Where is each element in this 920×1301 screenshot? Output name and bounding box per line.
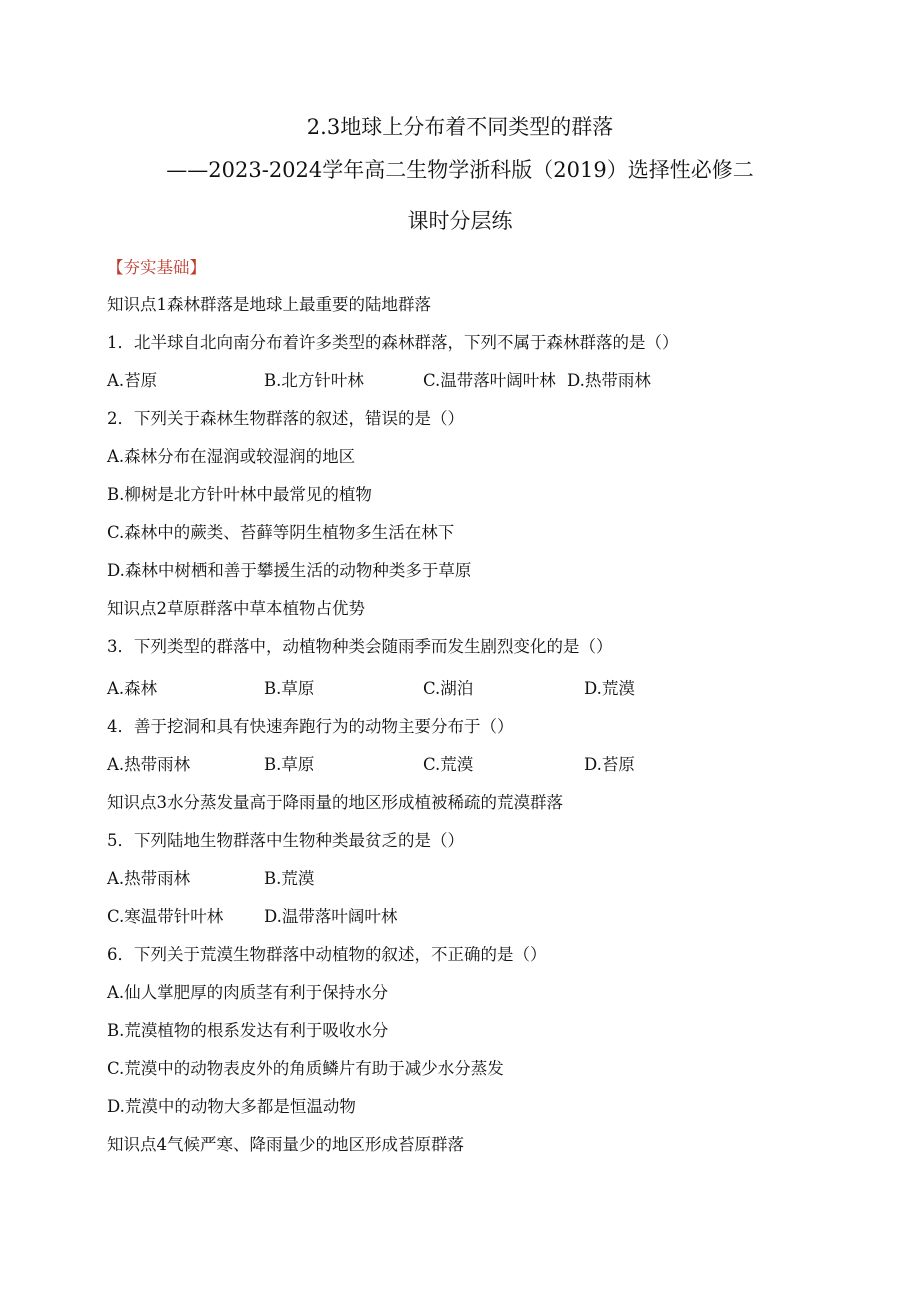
knowledge-point-2: 知识点2草原群落中草本植物占优势 [107, 599, 365, 618]
knowledge-point-4: 知识点4气候严寒、降雨量少的地区形成苔原群落 [107, 1135, 464, 1154]
question-6-stem: 6．下列关于荒漠生物群落中动植物的叙述，不正确的是（） [107, 945, 547, 964]
question-2-option-a: A.森林分布在湿润或较湿润的地区 [107, 447, 356, 466]
question-4-option-b: B.草原 [264, 755, 315, 774]
question-3-option-b: B.草原 [264, 679, 315, 698]
question-3-stem: 3．下列类型的群落中，动植物种类会随雨季而发生剧烈变化的是（） [107, 637, 613, 656]
section-label: 【夯实基础】 [107, 258, 206, 277]
question-6-option-b: B.荒漠植物的根系发达有利于吸收水分 [107, 1021, 389, 1040]
question-6-option-c: C.荒漠中的动物表皮外的角质鳞片有助于减少水分蒸发 [107, 1059, 504, 1078]
question-1-option-c: C.温带落叶阔叶林 [423, 371, 556, 390]
question-1-option-b: B.北方针叶林 [264, 371, 364, 390]
knowledge-point-3: 知识点3水分蒸发量高于降雨量的地区形成植被稀疏的荒漠群落 [107, 793, 563, 812]
question-1-option-a: A.苔原 [107, 371, 158, 390]
title-line-2: ——2023-2024学年高二生物学浙科版（2019）选择性必修二 [166, 158, 754, 182]
question-6-option-d: D.荒漠中的动物大多都是恒温动物 [107, 1097, 356, 1116]
question-5-option-b: B.荒漠 [264, 869, 315, 888]
question-4-option-c: C.荒漠 [423, 755, 474, 774]
question-5-option-c: C.寒温带针叶林 [107, 907, 224, 926]
title-line-3: 课时分层练 [407, 209, 513, 233]
question-1-stem: 1．北半球自北向南分布着许多类型的森林群落，下列不属于森林群落的是（） [107, 333, 679, 352]
question-5-option-d: D.温带落叶阔叶林 [264, 907, 398, 926]
question-3-option-c: C.湖泊 [423, 679, 474, 698]
question-3-option-d: D.荒漠 [584, 679, 635, 698]
question-2-option-c: C.森林中的蕨类、苔藓等阴生植物多生活在林下 [107, 523, 455, 542]
knowledge-point-1: 知识点1森林群落是地球上最重要的陆地群落 [107, 295, 431, 314]
question-5-option-a: A.热带雨林 [107, 869, 191, 888]
question-2-option-d: D.森林中树栖和善于攀援生活的动物种类多于草原 [107, 561, 472, 580]
question-4-stem: 4．善于挖洞和具有快速奔跑行为的动物主要分布于（） [107, 717, 514, 736]
title-line-1: 2.3地球上分布着不同类型的群落 [306, 115, 614, 139]
question-4-option-d: D.苔原 [584, 755, 635, 774]
question-3-option-a: A.森林 [107, 679, 158, 698]
question-4-option-a: A.热带雨林 [107, 755, 191, 774]
question-5-stem: 5．下列陆地生物群落中生物种类最贫乏的是（） [107, 831, 464, 850]
question-2-option-b: B.柳树是北方针叶林中最常见的植物 [107, 485, 372, 504]
question-2-stem: 2．下列关于森林生物群落的叙述，错误的是（） [107, 409, 464, 428]
question-6-option-a: A.仙人掌肥厚的肉质茎有利于保持水分 [107, 983, 389, 1002]
question-1-option-d: D.热带雨林 [567, 371, 651, 390]
